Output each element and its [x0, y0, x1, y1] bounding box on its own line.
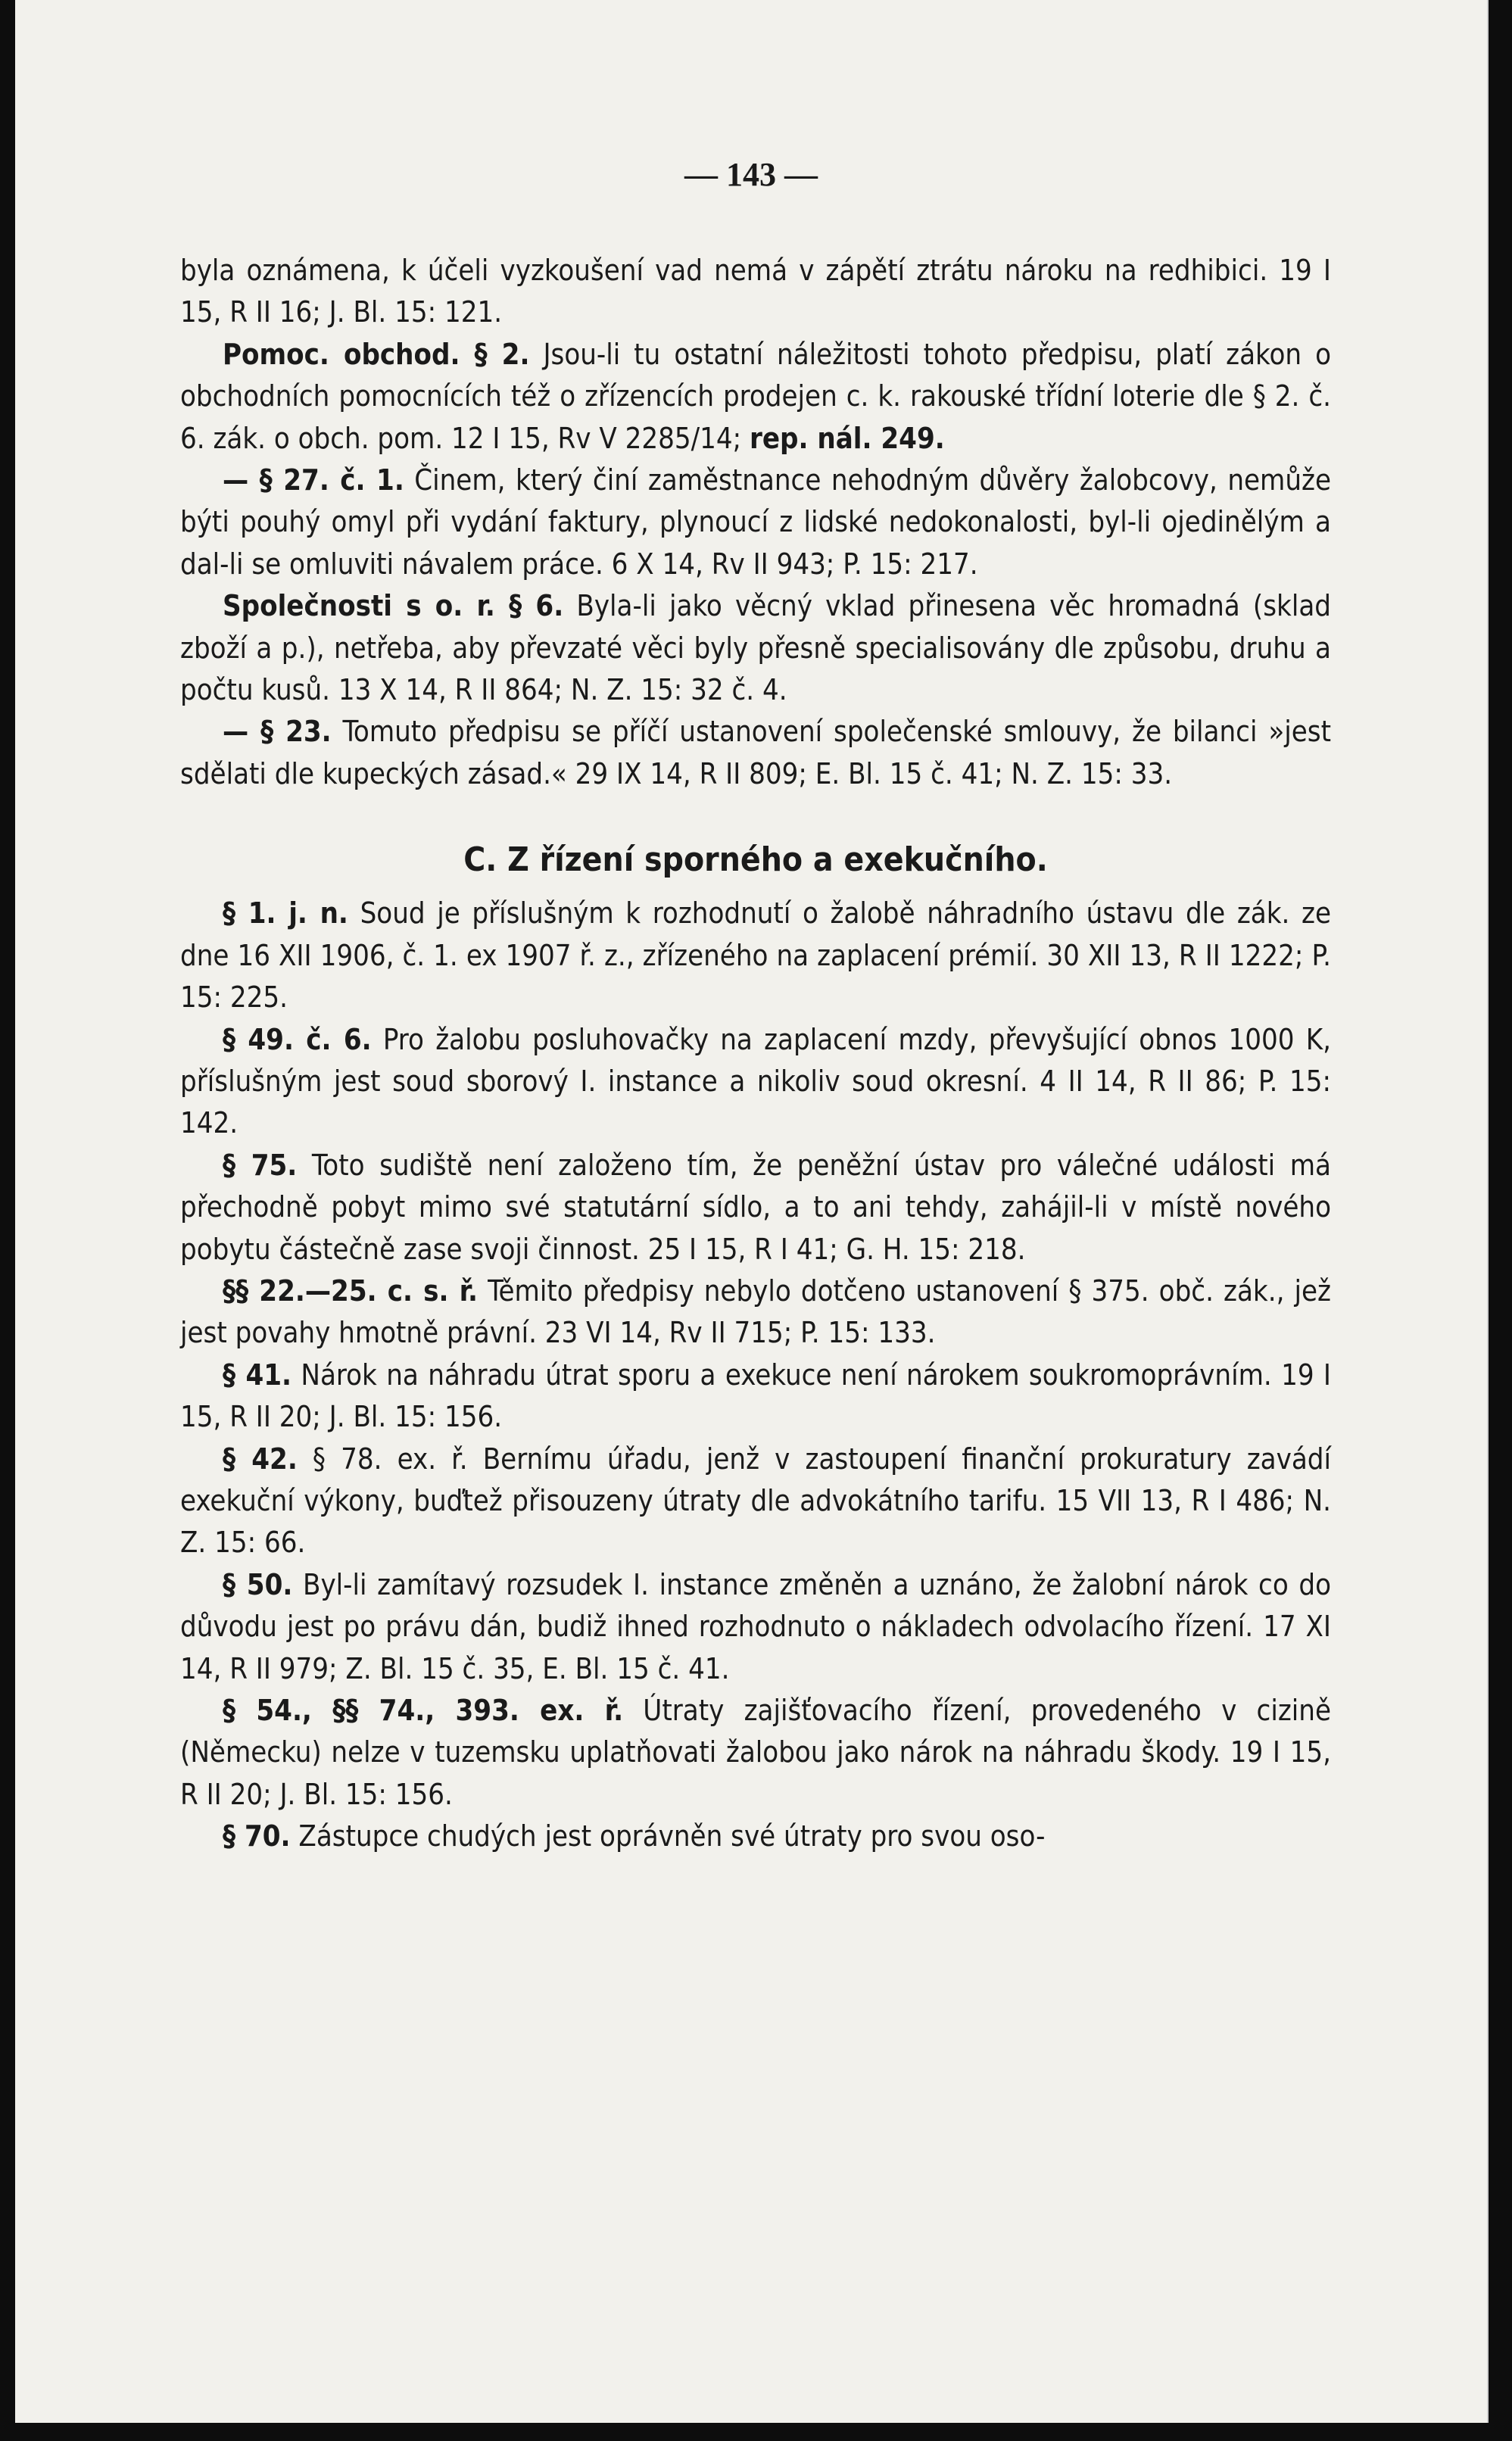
paragraph-text: Toto sudiště není založeno tím, že peněžní ústav pro válečné události má přechodně pobyt mimo své statutární sídlo, a to ani tehdy, zahájil-li v místě nového pobytu částečně zase svoji činnost. 25 I 15, R I 41; G. H. 15: 218. [180, 1148, 1332, 1266]
paragraph [180, 711, 1331, 795]
page-body [180, 250, 1331, 1858]
paragraph-text: Tomuto předpisu se příčí ustanovení společenské smlouvy, že bilanci »jest sdělati dle kupeckých zásad.« 29 IX 14, R II 809; E. Bl. 15 č. 41; N. Z. 15: 33. [180, 715, 1331, 790]
paragraph-lead: § 70. [223, 1819, 291, 1853]
paragraph-lead: § 1. j. n. [223, 896, 348, 931]
paragraph [180, 250, 1331, 334]
paragraph-text: Soud je příslušným k rozhodnutí o žalobě náhradního ústavu dle zák. ze dne 16 XII 1906, č. 1. ex 1907 ř. z., zřízeného na zaplacení prémií. 30 XII 13, R II 1222; P. 15: 225. [180, 896, 1331, 1015]
paragraph [180, 1019, 1331, 1145]
paragraph [180, 1145, 1331, 1270]
paragraph [180, 1816, 1331, 1857]
paragraphs-after [180, 893, 1331, 1857]
paragraph [180, 1270, 1331, 1355]
paragraph-lead: § 41. [223, 1358, 292, 1392]
paragraph-lead: § 75. [223, 1148, 298, 1182]
paragraph-lead: — § 27. č. 1. [223, 463, 404, 497]
paragraph-lead: § 50. [223, 1567, 293, 1601]
paragraph-text: Útraty zajišťovacího řízení, provedeného v cizině (Německu) nelze v tuzemsku uplatňovati žalobou jako nárok na náhradu škody. 19 I 15, R II 20; J. Bl. 15: 156. [180, 1694, 1331, 1811]
paragraph [180, 1690, 1331, 1816]
paragraph-lead: — § 23. [223, 715, 332, 749]
paragraph-text: Byla-li jako věcný vklad přinesena věc hromadná (sklad zboží a p.), netřeba, aby převzaté věci byly přesně specialisovány dle způsobu, druhu a počtu kusů. 13 X 14, R II 864; N. Z. 15: 32 č. 4. [180, 589, 1331, 707]
paragraph-text: Byl-li zamítavý rozsudek I. instance změněn a uznáno, že žalobní nárok co do důvodu jest po právu dán, budiž ihned rozhodnuto o nákladech odvolacího řízení. 17 XI 14, R II 979; Z. Bl. 15 č. 35, E. Bl. 15 č. 41. [180, 1567, 1331, 1685]
paper-sheet [15, 0, 1489, 2423]
paragraph-text: § 78. ex. ř. Bernímu úřadu, jenž v zastoupení finanční prokuratury zavádí exekuční výkony, buďtež přisouzeny útraty dle advokátního tarifu. 15 VII 13, R I 486; N. Z. 15: 66. [180, 1442, 1331, 1560]
paragraph [180, 893, 1331, 1018]
paragraph-tail: rep. nál. 249. [749, 421, 945, 455]
paragraph [180, 1439, 1331, 1564]
paragraph-lead: § 42. [223, 1442, 298, 1476]
paragraph-text: Jsou-li tu ostatní náležitosti tohoto předpisu, platí zákon o obchodních pomocnících též o zřízencích prodejen c. k. rakouské třídní loterie dle § 2. č. 6. zák. o obch. pom. 12 I 15, Rv V 2285/14; [180, 337, 1331, 455]
paragraph-lead: Pomoc. obchod. § 2. [223, 337, 530, 371]
page-number: — 143 — [684, 156, 818, 193]
paragraph-lead: §§ 22.—25. c. s. ř. [223, 1273, 479, 1308]
paragraph-text: Těmito předpisy nebylo dotčeno ustanovení § 375. obč. zák., jež jest povahy hmotně právní. 23 VI 14, Rv II 715; P. 15: 133. [180, 1273, 1331, 1350]
paragraph [180, 1564, 1331, 1690]
paragraph [180, 334, 1331, 460]
paragraph-text: Zástupce chudých jest oprávněn své útraty pro svou oso- [290, 1819, 1046, 1853]
paragraph-text: byla oznámena, k účeli vyzkoušení vad nemá v zápětí ztrátu nároku na redhibici. 19 I 15, R II 16; J. Bl. 15: 121. [180, 254, 1331, 329]
paragraphs-before [180, 250, 1331, 795]
paragraph-text: Pro žalobu posluhovačky na zaplacení mzdy, převyšující obnos 1000 K, příslušným jest soud sborový I. instance a nikoliv soud okresní. 4 II 14, R II 86; P. 15: 142. [180, 1022, 1331, 1140]
section-title: C. Z řízení sporného a exekučního. [463, 840, 1048, 880]
paragraph [180, 460, 1331, 585]
paragraph-lead: § 49. č. 6. [223, 1022, 372, 1056]
paragraph [180, 1355, 1331, 1439]
paragraph [180, 585, 1331, 711]
paragraph-text: Nárok na náhradu útrat sporu a exekuce není nárokem soukromoprávním. 19 I 15, R II 20; J. Bl. 15: 156. [180, 1358, 1332, 1434]
paragraph-text: Činem, který činí zaměstnance nehodným důvěry žalobcovy, nemůže býti pouhý omyl při vydání faktury, plynoucí z lidské nedokonalosti, byl-li ojedinělým a dal-li se omluviti návalem práce. 6 X 14, Rv II 943; P. 15: 217. [180, 463, 1331, 581]
paragraph-lead: § 54., §§ 74., 393. ex. ř. [223, 1694, 624, 1727]
paragraph-lead: Společnosti s o. r. § 6. [223, 589, 564, 623]
